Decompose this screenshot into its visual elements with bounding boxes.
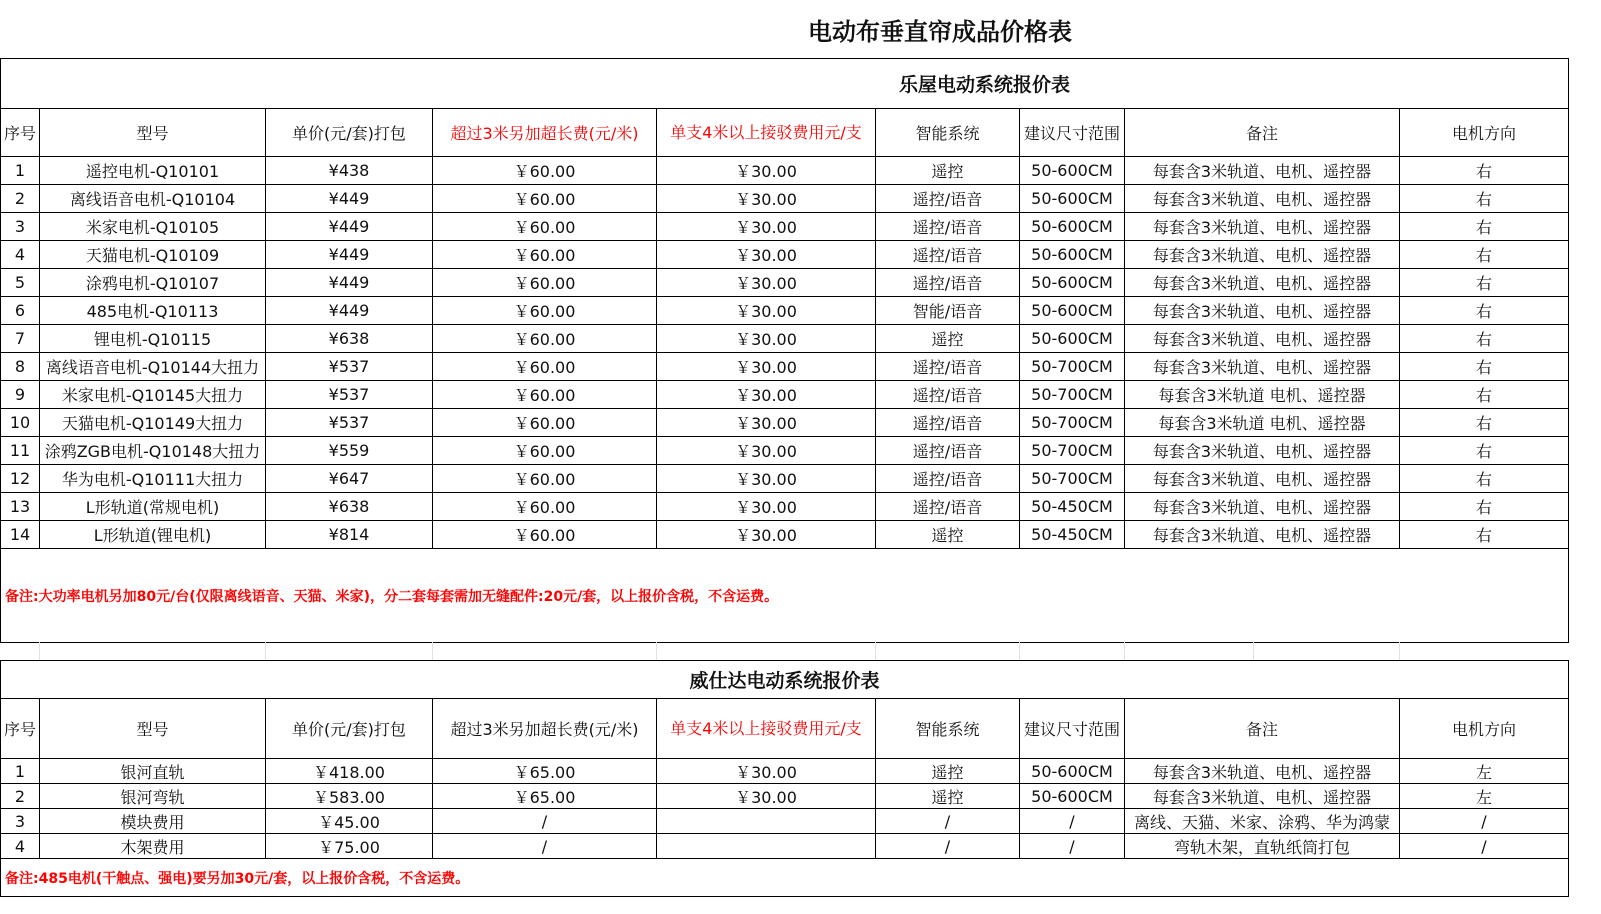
table-cell: ¥449 [266,269,433,297]
table-cell: ￥30.00 [657,353,876,381]
table-cell: 右 [1400,297,1569,325]
table-cell: 每套含3米轨道、电机、遥控器 [1125,493,1400,521]
table-cell: ¥537 [266,409,433,437]
table-cell: 14 [1,521,40,549]
column-header: 备注 [1125,699,1400,759]
table-cell: ￥30.00 [657,784,876,809]
table-cell: ￥60.00 [433,325,657,353]
table-cell: / [1020,809,1125,834]
table-cell: 50-700CM [1020,353,1125,381]
table-cell: ￥30.00 [657,381,876,409]
table-cell: ¥537 [266,381,433,409]
table-cell: / [876,809,1020,834]
table-cell: 右 [1400,157,1569,185]
table-cell: / [433,834,657,859]
table-cell: 4 [1,834,40,859]
table-cell: ￥60.00 [433,353,657,381]
table-cell: ￥65.00 [433,784,657,809]
table-cell: ￥30.00 [657,521,876,549]
table-cell: ¥559 [266,437,433,465]
table-cell: 右 [1400,185,1569,213]
table-cell: 50-600CM [1020,269,1125,297]
table-cell: 遥控/语音 [876,241,1020,269]
table-cell: ￥60.00 [433,381,657,409]
table-cell: 银河直轨 [40,759,266,784]
table-cell [657,834,876,859]
table-cell: 弯轨木架，直轨纸筒打包 [1125,834,1400,859]
table-row [1,157,1569,185]
table-cell: L形轨道(常规电机) [40,493,266,521]
table-cell: / [1400,809,1569,834]
column-header: 单价(元/套)打包 [266,699,433,759]
column-header: 电机方向 [1400,699,1569,759]
table-row [1,409,1569,437]
page-title: 电动布垂直帘成品价格表 [808,17,1072,46]
table-row [1,465,1569,493]
table-cell: 50-600CM [1020,759,1125,784]
table-cell: / [876,834,1020,859]
table-cell: 遥控/语音 [876,353,1020,381]
table-cell: 右 [1400,465,1569,493]
table-cell: 8 [1,353,40,381]
table-cell: 右 [1400,325,1569,353]
table-cell: ￥30.00 [657,297,876,325]
table-cell: 离线语音电机-Q10144大扭力 [40,353,266,381]
table-cell: 50-700CM [1020,409,1125,437]
section-title: 威仕达电动系统报价表 [1,661,1569,699]
table-cell: ￥75.00 [266,834,433,859]
table-cell: ￥60.00 [433,437,657,465]
table-cell: 3 [1,213,40,241]
table-row [1,325,1569,353]
column-header: 备注 [1125,109,1400,157]
table-cell: ￥60.00 [433,493,657,521]
header-row [1,109,1569,157]
table-cell: ￥30.00 [657,409,876,437]
remarks-note: 备注:大功率电机另加80元/台(仅限离线语音、天猫、米家)，分二套每套需加无缝配件:20元/套，以上报价含税，不含运费。 [1,549,1569,643]
table-cell: 每套含3米轨道、电机、遥控器 [1125,784,1400,809]
table-cell: ￥60.00 [433,185,657,213]
table-cell: ¥449 [266,213,433,241]
column-header: 序号 [1,699,40,759]
table-cell: ￥65.00 [433,759,657,784]
table-cell: 50-600CM [1020,297,1125,325]
table-row [1,269,1569,297]
table-cell: ￥60.00 [433,465,657,493]
table-cell: 每套含3米轨道、电机、遥控器 [1125,269,1400,297]
column-header: 智能系统 [876,699,1020,759]
table-row [1,185,1569,213]
table-cell: 遥控/语音 [876,213,1020,241]
table-cell: 遥控/语音 [876,437,1020,465]
table-cell: / [433,809,657,834]
table-cell: 遥控 [876,521,1020,549]
table-cell: ￥30.00 [657,759,876,784]
table-cell: 米家电机-Q10105 [40,213,266,241]
table-cell: ￥30.00 [657,269,876,297]
column-header: 单支4米以上接驳费用元/支 [657,699,876,759]
table-cell: 银河弯轨 [40,784,266,809]
spacer-row [0,641,1568,660]
table-cell: 50-600CM [1020,241,1125,269]
table-cell: 离线、天猫、米家、涂鸦、华为鸿蒙 [1125,809,1400,834]
table-cell: 模块费用 [40,809,266,834]
table-cell: 50-700CM [1020,381,1125,409]
table-cell: 50-450CM [1020,493,1125,521]
column-header: 建议尺寸范围 [1020,109,1125,157]
table-cell: ￥418.00 [266,759,433,784]
table-cell: 10 [1,409,40,437]
table-row [1,353,1569,381]
table-cell: ￥30.00 [657,465,876,493]
table-cell: 12 [1,465,40,493]
table-cell: ￥60.00 [433,521,657,549]
table-cell: 右 [1400,269,1569,297]
table-cell: 4 [1,241,40,269]
table-cell: 11 [1,437,40,465]
table-cell: 每套含3米轨道、电机、遥控器 [1125,297,1400,325]
table-cell: ￥583.00 [266,784,433,809]
table-cell: 每套含3米轨道、电机、遥控器 [1125,325,1400,353]
header-row [1,699,1569,759]
table-cell: 每套含3米轨道 电机、遥控器 [1125,409,1400,437]
table-cell: ￥30.00 [657,437,876,465]
table-cell: 2 [1,185,40,213]
table-row [1,784,1569,809]
table-cell: 6 [1,297,40,325]
table-cell: ￥60.00 [433,157,657,185]
table-row [1,297,1569,325]
table-cell: ¥638 [266,493,433,521]
table-cell: 天猫电机-Q10109 [40,241,266,269]
table-cell: 米家电机-Q10145大扭力 [40,381,266,409]
table-cell: 遥控 [876,325,1020,353]
table-cell: ¥438 [266,157,433,185]
table-cell: ￥60.00 [433,297,657,325]
column-header: 序号 [1,109,40,157]
table-cell: ¥449 [266,297,433,325]
table-cell: 1 [1,157,40,185]
table-row [1,493,1569,521]
column-header: 电机方向 [1400,109,1569,157]
table-cell: 右 [1400,213,1569,241]
table-cell: 13 [1,493,40,521]
table-cell: 每套含3米轨道 电机、遥控器 [1125,381,1400,409]
table-cell: ￥60.00 [433,241,657,269]
table-cell: 遥控/语音 [876,465,1020,493]
table-cell: L形轨道(锂电机) [40,521,266,549]
table-cell: 右 [1400,409,1569,437]
table-row [1,834,1569,859]
table-cell: 9 [1,381,40,409]
table-cell: 右 [1400,521,1569,549]
table-row [1,381,1569,409]
column-header: 单价(元/套)打包 [266,109,433,157]
table-cell: 锂电机-Q10115 [40,325,266,353]
table-cell: 遥控/语音 [876,269,1020,297]
table-cell: ¥449 [266,241,433,269]
column-header: 型号 [40,699,266,759]
table-cell: 1 [1,759,40,784]
table-cell: / [1400,834,1569,859]
table-cell: ￥60.00 [433,269,657,297]
table-cell: 每套含3米轨道、电机、遥控器 [1125,759,1400,784]
table-cell: 遥控/语音 [876,185,1020,213]
table-cell: 木架费用 [40,834,266,859]
column-header: 超过3米另加超长费(元/米) [433,699,657,759]
table-cell: 7 [1,325,40,353]
table-cell: ￥30.00 [657,185,876,213]
table-cell: ￥60.00 [433,213,657,241]
table-cell: ¥647 [266,465,433,493]
table-cell: ¥449 [266,185,433,213]
table-cell: ￥30.00 [657,493,876,521]
table-cell: 左 [1400,759,1569,784]
table-cell: 右 [1400,241,1569,269]
note-row [1,549,1569,643]
table-cell [657,809,876,834]
table-cell: 每套含3米轨道、电机、遥控器 [1125,437,1400,465]
table-cell: 50-700CM [1020,437,1125,465]
table-row [1,521,1569,549]
table-cell: 遥控电机-Q10101 [40,157,266,185]
table-cell: 50-600CM [1020,157,1125,185]
column-header: 单支4米以上接驳费用元/支 [657,109,876,157]
section-title: 乐屋电动系统报价表 [1,59,1569,109]
table-cell: ￥30.00 [657,241,876,269]
table-cell: ￥60.00 [433,409,657,437]
table-cell: ￥45.00 [266,809,433,834]
table-cell: 遥控/语音 [876,409,1020,437]
table-cell: 涂鸦电机-Q10107 [40,269,266,297]
table-cell: 50-450CM [1020,521,1125,549]
table-cell: 遥控 [876,157,1020,185]
table-cell: 华为电机-Q10111大扭力 [40,465,266,493]
table-cell: 3 [1,809,40,834]
table-cell: 50-600CM [1020,784,1125,809]
table-cell: 离线语音电机-Q10104 [40,185,266,213]
table-cell: 涂鸦ZGB电机-Q10148大扭力 [40,437,266,465]
table-cell: ￥30.00 [657,325,876,353]
table-cell: 右 [1400,493,1569,521]
table-row [1,759,1569,784]
table-cell: 遥控 [876,784,1020,809]
table-cell: 遥控/语音 [876,493,1020,521]
table-cell: 右 [1400,381,1569,409]
table-cell: ¥638 [266,325,433,353]
column-header: 建议尺寸范围 [1020,699,1125,759]
table-cell: 天猫电机-Q10149大扭力 [40,409,266,437]
price-table-lewu [0,58,1569,643]
table-row [1,241,1569,269]
remarks-note: 备注:485电机(干触点、强电)要另加30元/套，以上报价含税，不含运费。 [1,859,1569,897]
column-header: 超过3米另加超长费(元/米) [433,109,657,157]
table-cell: ¥814 [266,521,433,549]
table-cell: 每套含3米轨道、电机、遥控器 [1125,465,1400,493]
table-cell: 2 [1,784,40,809]
price-table-weishida [0,660,1569,897]
table-cell: 50-600CM [1020,185,1125,213]
table-cell: 左 [1400,784,1569,809]
table-cell: 50-600CM [1020,325,1125,353]
table-row [1,809,1569,834]
table-cell: ￥30.00 [657,157,876,185]
table-row [1,213,1569,241]
column-header: 型号 [40,109,266,157]
note-row [1,859,1569,897]
table-cell: 每套含3米轨道、电机、遥控器 [1125,521,1400,549]
table-cell: 485电机-Q10113 [40,297,266,325]
table-cell: 每套含3米轨道、电机、遥控器 [1125,353,1400,381]
table-row [1,437,1569,465]
table-cell: 50-600CM [1020,213,1125,241]
table-cell: 5 [1,269,40,297]
column-header: 智能系统 [876,109,1020,157]
table-cell: ¥537 [266,353,433,381]
table-cell: ￥30.00 [657,213,876,241]
table-cell: 每套含3米轨道、电机、遥控器 [1125,157,1400,185]
table-cell: 右 [1400,437,1569,465]
table-cell: 每套含3米轨道、电机、遥控器 [1125,241,1400,269]
table-cell: 遥控/语音 [876,381,1020,409]
table-cell: 右 [1400,353,1569,381]
table-cell: 每套含3米轨道、电机、遥控器 [1125,213,1400,241]
table-cell: 50-700CM [1020,465,1125,493]
table-cell: / [1020,834,1125,859]
table-cell: 每套含3米轨道、电机、遥控器 [1125,185,1400,213]
table-cell: 智能/语音 [876,297,1020,325]
table-cell: 遥控 [876,759,1020,784]
